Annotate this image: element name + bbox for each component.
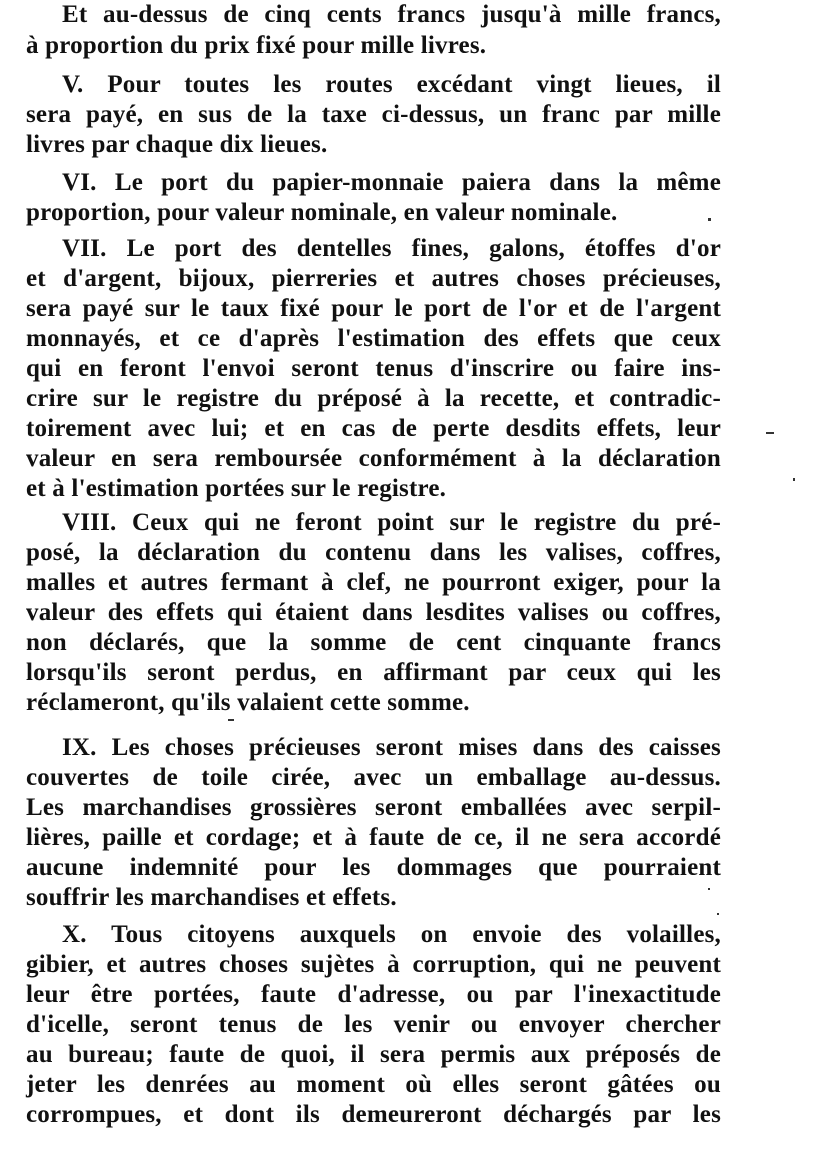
article-vii-line-4: monnayés, et ce d'après l'estimation des effets que ceux xyxy=(26,325,721,352)
article-ix-line-4: lières, paille et cordage; et à faute de ce, il ne sera accordé xyxy=(26,824,721,851)
article-x-line-2: gibier, et autres choses sujètes à corruption, qui ne peuvent xyxy=(26,951,721,978)
scan-speck xyxy=(228,719,234,721)
scan-speck xyxy=(766,432,774,434)
article-x-line-3: leur être portées, faute d'adresse, ou par l'inexactitude xyxy=(26,981,721,1008)
article-ix-line-6: souffrir les marchandises et effets. xyxy=(26,884,397,911)
article-vii-line-1: VII. Le port des dentelles fines, galons, étoffes d'or xyxy=(62,235,721,262)
scan-speck xyxy=(793,478,795,481)
scan-speck xyxy=(708,888,710,890)
article-v-line-1: V. Pour toutes les routes excédant vingt lieues, il xyxy=(62,71,721,98)
article-vii-line-2: et d'argent, bijoux, pierreries et autres choses précieuses, xyxy=(26,265,721,292)
article-viii-line-3: malles et autres fermant à clef, ne pourront exiger, pour la xyxy=(26,569,721,596)
article-x-line-6: jeter les denrées au moment où elles seront gâtées ou xyxy=(26,1071,721,1098)
article-vii-line-8: valeur en sera remboursée conformément à la déclaration xyxy=(26,445,721,472)
article-vii-line-3: sera payé sur le taux fixé pour le port de l'or et de l'argent xyxy=(26,295,721,322)
scan-speck xyxy=(708,218,711,221)
article-ix-line-1: IX. Les choses précieuses seront mises dans des caisses xyxy=(62,734,721,761)
article-ix-line-3: Les marchandises grossières seront emballées avec serpil- xyxy=(26,794,721,821)
article-viii-line-6: lorsqu'ils seront perdus, en affirmant par ceux qui les xyxy=(26,659,721,686)
article-vii-line-6: crire sur le registre du préposé à la recette, et contradic- xyxy=(26,385,721,412)
scan-speck xyxy=(717,913,719,915)
article-ix-line-2: couvertes de toile cirée, avec un emballage au-dessus. xyxy=(26,764,721,791)
article-vi-line-2: proportion, pour valeur nominale, en valeur nominale. xyxy=(26,199,618,226)
article-viii-line-4: valeur des effets qui étaient dans lesdites valises ou coffres, xyxy=(26,599,721,626)
article-x-line-1: X. Tous citoyens auxquels on envoie des volailles, xyxy=(62,921,721,948)
article-x-line-7: corrompues, et dont ils demeureront déchargés par les xyxy=(26,1101,721,1128)
article-vii-line-9: et à l'estimation portées sur le registre. xyxy=(26,475,447,502)
article-vii-line-5: qui en feront l'envoi seront tenus d'inscrire ou faire ins- xyxy=(26,355,721,382)
article-x-line-5: au bureau; faute de quoi, il sera permis aux préposés de xyxy=(26,1041,721,1068)
article-viii-line-5: non déclarés, que la somme de cent cinquante francs xyxy=(26,629,721,656)
intro-line-1: Et au-dessus de cinq cents francs jusqu'à mille francs, xyxy=(62,1,721,28)
article-vi-line-1: VI. Le port du papier-monnaie paiera dans la même xyxy=(62,169,721,196)
article-ix-line-5: aucune indemnité pour les dommages que pourraient xyxy=(26,854,721,881)
article-v-line-2: sera payé, en sus de la taxe ci-dessus, un franc par mille xyxy=(26,101,721,128)
article-viii-line-7: réclameront, qu'ils valaient cette somme. xyxy=(26,689,470,716)
article-x-line-4: d'icelle, seront tenus de les venir ou envoyer chercher xyxy=(26,1011,721,1038)
article-v-line-3: livres par chaque dix lieues. xyxy=(26,131,328,158)
intro-line-2: à proportion du prix fixé pour mille livres. xyxy=(26,32,487,59)
article-vii-line-7: toirement avec lui; et en cas de perte desdits effets, leur xyxy=(26,415,721,442)
article-viii-line-2: posé, la déclaration du contenu dans les valises, coffres, xyxy=(26,539,721,566)
article-viii-line-1: VIII. Ceux qui ne feront point sur le registre du pré- xyxy=(62,509,721,536)
